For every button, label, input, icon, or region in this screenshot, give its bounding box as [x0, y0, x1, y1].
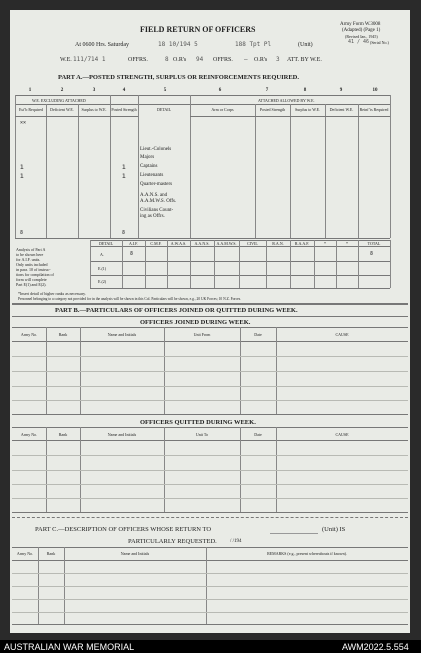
col-header: Surplus to W.E.: [81, 107, 107, 112]
handwritten-aif: 8: [130, 251, 134, 257]
quitted-col-header: Rank: [58, 432, 68, 437]
col-header: Deficient W.E.: [50, 107, 74, 112]
rank-label: A.A.N.S. and: [140, 193, 168, 198]
handwritten-count: 1: [122, 173, 126, 180]
ors-value: 94: [196, 56, 204, 63]
part-c-col-header: Army No.: [16, 551, 34, 556]
att-label: ATT. BY W.E.: [287, 57, 322, 63]
col-header: Arm or Corps: [211, 107, 234, 112]
offrs2-value: –: [244, 56, 248, 63]
ors2-label: O.R's: [254, 57, 268, 63]
unit-value: 188 Tpt Pl: [235, 41, 272, 48]
offrs2-label: OFFRS.: [213, 57, 233, 63]
part-c-requested: PARTICULARLY REQUESTED.: [128, 538, 217, 545]
analysis-col-header: *: [346, 241, 348, 246]
part-a-heading: PART A.—POSTED STRENGTH, SURPLUS OR REINFORCEMENTS REQUIRED.: [58, 74, 299, 81]
part-b-heading: PART B.—PARTICULARS OF OFFICERS JOINED OR QUITTED DURING WEEK.: [55, 307, 298, 314]
handwritten-total: 8: [122, 230, 126, 236]
footer-institution: AUSTRALIAN WAR MEMORIAL: [4, 642, 135, 652]
col-header: Posted Strength: [111, 107, 137, 112]
date-value: 18 10/194 5: [158, 41, 198, 48]
part-c-unit-is: (Unit) IS: [322, 526, 346, 533]
analysis-col-header: *: [324, 241, 326, 246]
offrs-value: 8: [165, 56, 169, 63]
joined-col-header: Army No.: [20, 332, 38, 337]
col-header: Surplus to W.E.: [294, 107, 321, 112]
archive-footer: [0, 640, 421, 653]
handwritten-total: 8: [370, 251, 374, 257]
analysis-col-header: DETAIL: [98, 241, 114, 246]
quitted-title: OFFICERS QUITTED DURING WEEK.: [140, 419, 256, 426]
part-c-col-header: Rank: [46, 551, 56, 556]
analysis-row-label: E.(2): [98, 279, 107, 284]
rank-label: Majors: [140, 155, 155, 160]
handwritten-count: 1: [20, 164, 24, 171]
joined-col-header: Name and Initials: [107, 332, 137, 337]
form-sheet: FIELD RETURN OF OFFICERS Army Form W.3008 (Adapted) (Page 1) (Revised Ian., 1945) 41 / 46 (Serial No.) At 0600 Hrs. Saturday 18 10/194 5 188 Tpt Pl (Unit) W.E. 111/714 1 OFFRS. 8 O.R's 94 OFFRS. – O.R's 3 ATT. BY W.E. PART A.—POSTED STRENGTH, SURPLUS OR REINFORCEMENTS REQUIRED. 1 2 3 4 5 6 7 8 9 10 W.E. EXCLUDING ATTACHED ATTACHED ALLOWED BY W.E. Est’b Required Deficient W.E. Surplus to W.E. Posted Strength DETAIL Arm or Corps Posted Strength Surplus to W.E. Deficient W.E. Reinf’ts Required Lieut.-Colonels Majors Captains Lieutenants Quarter-masters A.A.N.S. and A.A.M.W.S. Offs. Civilians Count- ing as Offrs. ×× 1 1 1 1 8 8 Analysis of Part A to be shown here for A.I.F. units. Only units included in para. 10 of instruc- tions for compilation of form will complete Part E(1) and E(2). DETAIL A.I.F. C.M.F. A.W.A.S. A.A.N.S. A.A.M.W.S. CIVIL R.A.N. R.A.A.F. * * TOTAL A. E.(1) E.(2) 8 8 *Insert detail of higher ranks as necessary. Personnel belonging to a category not provided for in the analysis will be shown in this Col. Particulars will be shown, e.g., 20 UK Forces; 10 N.Z. Forces. PART B.—PARTICULARS OF OFFICERS JOINED OR QUITTED DURING WEEK. OFFICERS JOINED DURING WEEK. Army No. Rank Name and Initials Unit From Date CAUSE OFFICERS QUITTED DURING WEEK. Army No. Rank Name and Initials Unit To Date CAUSE PART C.—DESCRIPTION OF OFFICERS WHOSE RETURN TO (Unit) IS PARTICULARLY REQUESTED. / /194 Army No. Rank Name and Initials REMARKS (e.g., present whereabouts if known).: [10, 10, 410, 633]
serial-value: 41 / 46: [348, 39, 370, 45]
rank-label: Lieut.-Colonels: [140, 147, 172, 152]
col-header: Reinf’ts Required: [359, 107, 389, 112]
ors-label: O.R's: [173, 57, 187, 63]
quitted-col-header: Name and Initials: [107, 432, 137, 437]
form-title: FIELD RETURN OF OFFICERS: [140, 25, 256, 34]
col-header: Est’b Required: [18, 107, 44, 112]
analysis-row-label: E.(1): [98, 266, 107, 271]
quitted-col-header: Unit To: [195, 432, 209, 437]
rank-label: Captains: [140, 164, 158, 169]
analysis-col-header: A.A.M.W.S.: [216, 241, 237, 246]
rank-label: Civilians Count-: [140, 208, 174, 213]
handwritten-mark: ××: [20, 120, 27, 126]
analysis-col-header: TOTAL: [367, 241, 381, 246]
analysis-col-header: R.A.A.F.: [294, 241, 310, 246]
part-c-heading: PART C.—DESCRIPTION OF OFFICERS WHOSE RETURN TO: [35, 526, 212, 533]
analysis-col-header: A.A.N.S.: [194, 241, 210, 246]
footnote: *Insert detail of higher ranks as necessary.: [18, 291, 86, 296]
joined-col-header: Date: [254, 332, 262, 337]
joined-col-header: Unit From: [193, 332, 211, 337]
at-hrs-label: At 0600 Hrs. Saturday: [75, 42, 129, 48]
offrs-label: OFFRS.: [128, 57, 148, 63]
handwritten-count: 1: [122, 164, 126, 171]
quitted-col-header: Date: [254, 432, 262, 437]
serial-label: (Serial No.): [370, 40, 389, 45]
joined-col-header: CAUSE: [335, 332, 349, 337]
col-header: DETAIL: [156, 107, 172, 112]
rank-label: Lieutenants: [140, 173, 164, 178]
joined-col-header: Rank: [58, 332, 68, 337]
part-c-col-header: Name and Initials: [120, 551, 150, 556]
handwritten-total: 8: [20, 230, 24, 236]
rank-label: Quarter-masters: [140, 182, 173, 187]
analysis-row-label: A.: [100, 252, 104, 257]
joined-title: OFFICERS JOINED DURING WEEK.: [140, 319, 251, 326]
we-value: 111/714 1: [73, 56, 106, 63]
we-excluding-label: W.E. EXCLUDING ATTACHED: [32, 98, 86, 103]
revised-label: (Revised Ian., 1945): [345, 34, 378, 39]
ors2-value: 3: [276, 56, 280, 63]
rank-label: A.A.M.W.S. Offs.: [140, 199, 177, 204]
attached-allowed-label: ATTACHED ALLOWED BY W.E.: [258, 98, 315, 103]
quitted-col-header: Army No.: [20, 432, 38, 437]
army-form-label: Army Form W.3008: [340, 22, 381, 27]
rank-label: ing as Offrs.: [140, 214, 165, 219]
footnote: Personnel belonging to a category not provided for in the analysis will be shown in this Col. Particulars will be shown, e.g., 20 UK Forces; 10 N.Z. Forces.: [18, 297, 242, 301]
analysis-col-header: R.A.N.: [272, 241, 284, 246]
analysis-col-header: A.I.F.: [128, 241, 139, 246]
handwritten-count: 1: [20, 173, 24, 180]
part-c-col-header: REMARKS (e.g., present whereabouts if known).: [267, 551, 347, 556]
unit-label: (Unit): [298, 42, 313, 48]
footer-accession-number: AWM2022.5.554: [342, 642, 409, 652]
col-header: Posted Strength: [259, 107, 286, 112]
we-label: W.E.: [60, 57, 72, 63]
col-header: Deficient W.E.: [329, 107, 354, 112]
analysis-col-header: C.M.F.: [150, 241, 162, 246]
analysis-col-header: A.W.A.S.: [170, 241, 187, 246]
analysis-col-header: CIVIL: [247, 241, 258, 246]
part-c-date-blank: / /194: [230, 539, 242, 544]
adapted-label: (Adapted) (Page 1): [342, 28, 381, 33]
quitted-col-header: CAUSE: [335, 432, 349, 437]
